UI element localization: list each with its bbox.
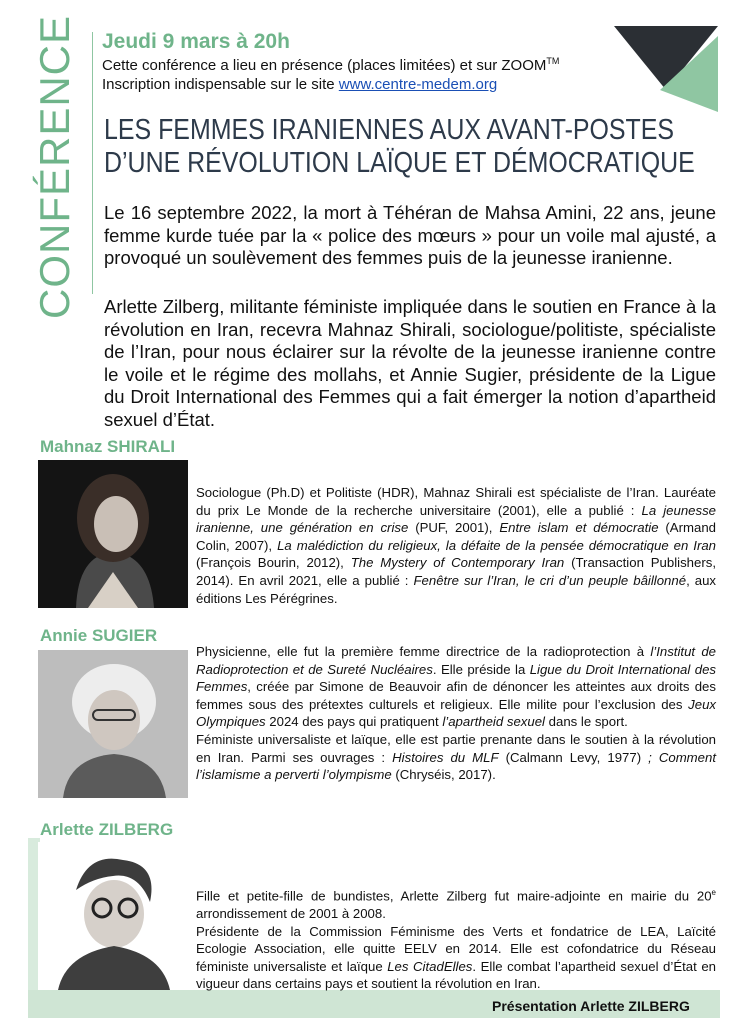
bio-sugier: [196, 643, 716, 784]
intro-paragraph-1: Le 16 septembre 2022, la mort à Téhéran de Mahsa Amini, 22 ans, jeune femme kurde tuée par la « police des mœurs » pour un voile mal ajusté, a provoqué un soulèvement des femmes puis de la jeunesse iranienne.: [104, 202, 716, 268]
bio-segment: , aux éditions Les Pérégrines.: [196, 572, 716, 606]
speaker-name-sugier: Annie SUGIER: [40, 626, 158, 645]
bio-segment: Ligue du Droit International des Femmes: [196, 661, 716, 695]
bio-segment: The Mystery of Contemporary Iran: [350, 555, 565, 571]
speaker-name-shirali: Mahnaz SHIRALI: [40, 437, 176, 456]
bio-shirali: [196, 484, 716, 607]
bio-segment: Féministe universaliste et laïque, elle est partie prenante dans le soutien à la révolution en Iran. Parmi ses ouvrages :: [196, 731, 716, 765]
bio-segment: Sociologue (Ph.D) et Politiste (HDR), Mahnaz Shirali est spécialiste de l’Iran. Lauréate du prix Le Monde de la recherche universitaire (2001), elle a publié :: [196, 485, 716, 518]
bio-segment: La malédiction du religieux, la défaite de la pensée démocratique en Iran: [277, 537, 717, 553]
bio-segment: e: [711, 888, 716, 897]
bio-segment: . Elle combat l’apartheid sexuel d’État en vigueur dans certains pays et soutient la révolution en Iran.: [196, 958, 716, 992]
event-info: Cette conférence a lieu en présence (places limitées) et sur ZOOM™: [102, 56, 560, 74]
bio-segment: l’apartheid sexuel: [442, 714, 545, 730]
bio-segment: ; Comment l’islamisme a perverti l’olympisme: [196, 749, 716, 783]
registration-info: Inscription indispensable sur le site www.centre-medem.org: [102, 76, 498, 93]
portrait-zilberg: [38, 842, 188, 990]
bio-segment: Les CitadElles: [387, 958, 473, 974]
bio-segment: Présidente de la Commission Féminisme des Verts et fondatrice de LEA, Laïcité Ecologie Association, elle quitte EELV en 2014. Elle est cofondatrice du Réseau féministe universaliste et laïque: [196, 923, 716, 974]
bio-segment: La jeunesse iranienne, une génération en crise: [196, 502, 717, 536]
intro-paragraph-2: Arlette Zilberg, militante féministe impliquée dans le soutien en France à la révolution en Iran, recevra Mahnaz Shirali, sociologue/politiste, spécialiste de l’Iran, pour nous éclairer sur la révolte de la jeunesse iranienne contre le voile et le régime des mollahs, et Annie Sugier, présidente de la Ligue du Droit International des Femmes qui a fait émerger la notion d’apartheid sexuel d’État.: [104, 296, 716, 430]
bio-segment: , créée par Simone de Beauvoir afin de dénoncer les atteintes aux droits des femmes sous des prétextes culturels et religieux. Elle milite pour l’exclusion des: [196, 679, 716, 712]
conference-label: CONFÉRENCE: [31, 14, 78, 320]
bio-segment: Fenêtre sur l’Iran, le cri d’un peuple bâillonné: [413, 572, 687, 588]
website-link[interactable]: www.centre-medem.org: [338, 76, 498, 93]
bio-segment: Entre islam et démocratie: [499, 520, 659, 536]
speaker-name-zilberg: Arlette ZILBERG: [40, 820, 174, 839]
bio-segment: l’Institut de Radioprotection et de Sureté Nucléaires: [196, 644, 716, 677]
bio-segment: (Calmann Levy, 1977): [498, 749, 649, 765]
corner-decoration: [614, 26, 724, 126]
page-title: LES FEMMES IRANIENNES AUX AVANT-POSTES D’UNE RÉVOLUTION LAÏQUE ET DÉMOCRATIQUE: [104, 114, 695, 179]
event-date: Jeudi 9 mars à 20h: [102, 30, 290, 53]
portrait-shirali: [38, 460, 188, 608]
portrait-sugier: [38, 650, 188, 798]
bio-segment: arrondissement de 2001 à 2008.: [196, 905, 386, 921]
presenter-credit: Présentation Arlette ZILBERG: [492, 998, 690, 1014]
bio-segment: (Armand Colin, 2007),: [196, 520, 716, 553]
bio-segment: 2024 des pays qui pratiquent: [265, 714, 443, 730]
bio-segment: Physicienne, elle fut la première femme directrice de la radioprotection à: [196, 644, 651, 659]
divider-line: [92, 32, 93, 294]
bio-segment: (Transaction Publishers, 2014). En avril 2021, elle a publié :: [196, 555, 716, 588]
bio-segment: dans le sport.: [544, 714, 628, 730]
bio-zilberg: [196, 884, 716, 993]
bio-segment: Jeux Olympiques: [196, 696, 716, 730]
bio-segment: (Chryséis, 2017).: [391, 767, 496, 783]
bio-segment: . Elle préside la: [432, 661, 530, 677]
bio-segment: (PUF, 2001),: [408, 520, 500, 536]
bio-segment: Histoires du MLF: [392, 749, 499, 765]
bio-segment: Fille et petite-fille de bundistes, Arlette Zilberg fut maire-adjointe en mairie du 20: [196, 888, 712, 904]
bio-segment: (François Bourin, 2012),: [196, 555, 351, 571]
